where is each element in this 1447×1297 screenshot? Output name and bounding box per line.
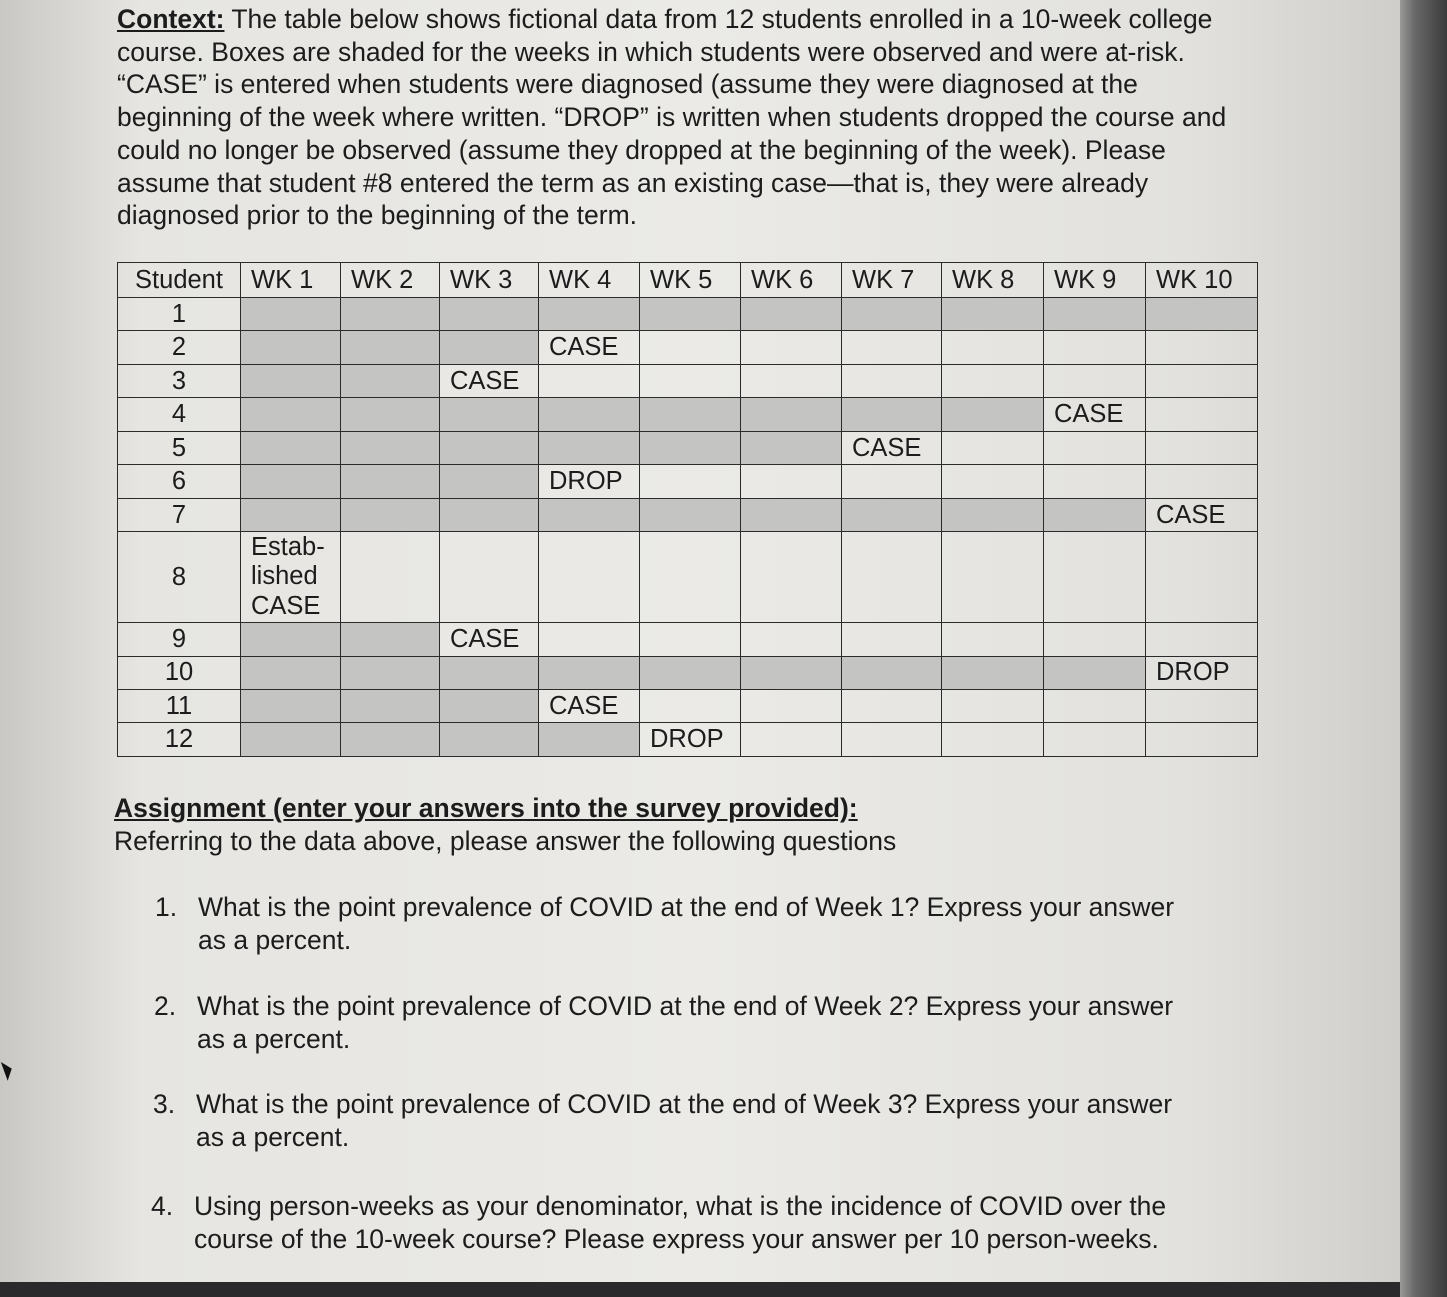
assignment-section (114, 792, 1214, 858)
week-cell (440, 298, 539, 331)
week-cell (1146, 431, 1258, 464)
week-cell (1044, 532, 1146, 623)
week-cell: CASE (539, 331, 640, 364)
week-cell (1044, 498, 1146, 531)
week-cell (241, 431, 341, 464)
student-id-cell: 1 (118, 298, 241, 331)
week-cell (241, 656, 341, 689)
week-cell: DROP (1146, 656, 1258, 689)
student-data-table (117, 262, 1258, 757)
week-cell (241, 465, 341, 498)
question-text: What is the point prevalence of COVID at the end of Week 2? Express your answer as a percent. (197, 991, 1174, 1054)
week-cell: CASE (539, 690, 640, 723)
student-id-cell: 7 (118, 498, 241, 531)
cell-text-line: Estab- (251, 532, 325, 561)
week-cell (1146, 532, 1258, 623)
week-cell: CASE (842, 431, 942, 464)
question-number: 2. (154, 991, 177, 1021)
student-id-cell: 12 (118, 723, 241, 757)
week-cell (842, 398, 942, 431)
week-cell (942, 498, 1044, 531)
week-cell (640, 656, 741, 689)
week-cell (440, 398, 539, 431)
week-cell (640, 532, 741, 623)
week-cell (942, 623, 1044, 656)
week-cell: CASE (1146, 498, 1258, 531)
week-cell (842, 364, 942, 397)
week-cell (942, 331, 1044, 364)
student-id-cell: 5 (118, 431, 241, 464)
week-cell (942, 398, 1044, 431)
week-cell (440, 723, 539, 757)
week-cell (942, 298, 1044, 331)
week-cell (241, 364, 341, 397)
week-cell (440, 331, 539, 364)
week-cell (942, 465, 1044, 498)
student-id-cell: 6 (118, 465, 241, 498)
week-cell (741, 364, 842, 397)
week-cell (640, 690, 741, 723)
table-row (118, 656, 1258, 689)
week-cell (241, 723, 341, 757)
week-cell (341, 723, 440, 757)
week-cell (341, 364, 440, 397)
week-cell (341, 398, 440, 431)
question-number: 3. (153, 1089, 176, 1119)
week-cell (241, 623, 341, 656)
student-id-cell: 11 (118, 690, 241, 723)
table-row (118, 331, 1258, 364)
week-cell (942, 532, 1044, 623)
week-cell (341, 498, 440, 531)
table-row (118, 298, 1258, 331)
week-cell (241, 331, 341, 364)
week-cell: DROP (640, 723, 741, 757)
week-cell (440, 690, 539, 723)
question-2 (154, 990, 1207, 1055)
week-cell: CASE (440, 623, 539, 656)
week-cell (640, 331, 741, 364)
week-cell (741, 532, 842, 623)
table-header-row (118, 263, 1258, 298)
week-cell (741, 623, 842, 656)
week-cell: DROP (539, 465, 640, 498)
established-case-cell (241, 532, 341, 623)
student-id-cell: 10 (118, 656, 241, 689)
week-cell (741, 398, 842, 431)
week-cell (842, 298, 942, 331)
student-id-cell: 2 (118, 331, 241, 364)
week-cell (741, 331, 842, 364)
week-cell (440, 431, 539, 464)
context-label: Context: (117, 4, 225, 34)
week-cell (539, 532, 640, 623)
cell-text-line: CASE (251, 591, 321, 620)
week-cell (640, 298, 741, 331)
week-cell (341, 298, 440, 331)
week-cell (539, 623, 640, 656)
header-week-3: WK 3 (440, 263, 539, 298)
header-week-1: WK 1 (241, 263, 341, 298)
week-cell (539, 656, 640, 689)
week-cell (741, 431, 842, 464)
week-cell (741, 690, 842, 723)
week-cell (440, 532, 539, 623)
week-cell (539, 364, 640, 397)
week-cell (1044, 298, 1146, 331)
week-cell (241, 498, 341, 531)
week-cell (1044, 690, 1146, 723)
table-row (118, 498, 1258, 531)
student-id-cell: 8 (118, 532, 241, 623)
week-cell (341, 465, 440, 498)
week-cell (1146, 623, 1258, 656)
week-cell (1146, 723, 1258, 757)
week-cell (341, 656, 440, 689)
question-4 (151, 1190, 1204, 1255)
week-cell (241, 298, 341, 331)
header-week-4: WK 4 (539, 263, 640, 298)
question-text: What is the point prevalence of COVID at the end of Week 3? Express your answer as a percent. (196, 1089, 1173, 1152)
page-edge (1400, 0, 1447, 1297)
week-cell (1044, 465, 1146, 498)
table-row (118, 690, 1258, 723)
header-week-5: WK 5 (640, 263, 741, 298)
week-cell (942, 656, 1044, 689)
question-text: Using person-weeks as your denominator, what is the incidence of COVID over the course of the 10-week course? Please express your answer per 10 person-weeks. (194, 1191, 1167, 1254)
week-cell (1044, 331, 1146, 364)
week-cell (241, 690, 341, 723)
table-row (118, 364, 1258, 397)
week-cell (741, 498, 842, 531)
week-cell (539, 298, 640, 331)
student-id-cell: 3 (118, 364, 241, 397)
week-cell (440, 656, 539, 689)
student-id-cell: 4 (118, 398, 241, 431)
week-cell (341, 532, 440, 623)
week-cell (842, 532, 942, 623)
header-week-6: WK 6 (741, 263, 842, 298)
context-text: The table below shows fictional data from 12 students enrolled in a 10-week college course. Boxes are shaded for the weeks in which students were observed and were at-risk. “CASE” is entered when students were diagnosed (assume they were diagnosed at the beginning of the week where written. “DROP” is written when students dropped the course and could no longer be observed (assume they dropped at the beginning of the week). Please assume that student #8 entered the term as an existing case—that is, they were already diagnosed prior to the beginning of the term. (117, 4, 1227, 231)
week-cell (842, 498, 942, 531)
week-cell (241, 398, 341, 431)
table-row (118, 532, 1258, 623)
week-cell (741, 465, 842, 498)
assignment-intro: Referring to the data above, please answer the following questions (114, 826, 897, 856)
header-week-2: WK 2 (341, 263, 440, 298)
week-cell (341, 623, 440, 656)
header-student: Student (118, 263, 241, 298)
header-week-7: WK 7 (842, 263, 942, 298)
table-row (118, 723, 1258, 757)
week-cell (741, 723, 842, 757)
week-cell (440, 498, 539, 531)
week-cell (842, 623, 942, 656)
week-cell (640, 623, 741, 656)
week-cell (842, 465, 942, 498)
week-cell (341, 690, 440, 723)
week-cell (640, 498, 741, 531)
week-cell (1146, 331, 1258, 364)
week-cell (842, 723, 942, 757)
week-cell (1146, 298, 1258, 331)
week-cell (539, 431, 640, 464)
week-cell (1044, 723, 1146, 757)
week-cell (942, 723, 1044, 757)
table-row (118, 623, 1258, 656)
week-cell (1146, 465, 1258, 498)
question-text: What is the point prevalence of COVID at the end of Week 1? Express your answer as a percent. (198, 892, 1175, 955)
week-cell (1044, 656, 1146, 689)
week-cell (1044, 364, 1146, 397)
week-cell (842, 656, 942, 689)
week-cell (1044, 623, 1146, 656)
question-3 (153, 1088, 1206, 1153)
table-row (118, 465, 1258, 498)
header-week-10: WK 10 (1146, 263, 1258, 298)
cell-text-line: lished (251, 562, 318, 591)
week-cell (842, 690, 942, 723)
context-paragraph (117, 3, 1227, 232)
question-1 (155, 891, 1208, 956)
week-cell (539, 398, 640, 431)
week-cell (842, 331, 942, 364)
week-cell (942, 690, 1044, 723)
week-cell (640, 398, 741, 431)
header-week-9: WK 9 (1044, 263, 1146, 298)
week-cell (640, 431, 741, 464)
week-cell: CASE (440, 364, 539, 397)
week-cell (942, 364, 1044, 397)
week-cell (741, 298, 842, 331)
table-row (118, 398, 1258, 431)
week-cell (640, 465, 741, 498)
week-cell (942, 431, 1044, 464)
table-row (118, 431, 1258, 464)
week-cell: CASE (1044, 398, 1146, 431)
week-cell (341, 331, 440, 364)
week-cell (440, 465, 539, 498)
week-cell (1146, 690, 1258, 723)
question-number: 4. (151, 1191, 174, 1221)
question-number: 1. (155, 892, 178, 922)
week-cell (341, 431, 440, 464)
week-cell (539, 498, 640, 531)
week-cell (1146, 398, 1258, 431)
student-id-cell: 9 (118, 623, 241, 656)
week-cell (640, 364, 741, 397)
week-cell (741, 656, 842, 689)
week-cell (1146, 364, 1258, 397)
week-cell (539, 723, 640, 757)
week-cell (1044, 431, 1146, 464)
header-week-8: WK 8 (942, 263, 1044, 298)
assignment-title: Assignment (enter your answers into the survey provided): (114, 793, 858, 823)
